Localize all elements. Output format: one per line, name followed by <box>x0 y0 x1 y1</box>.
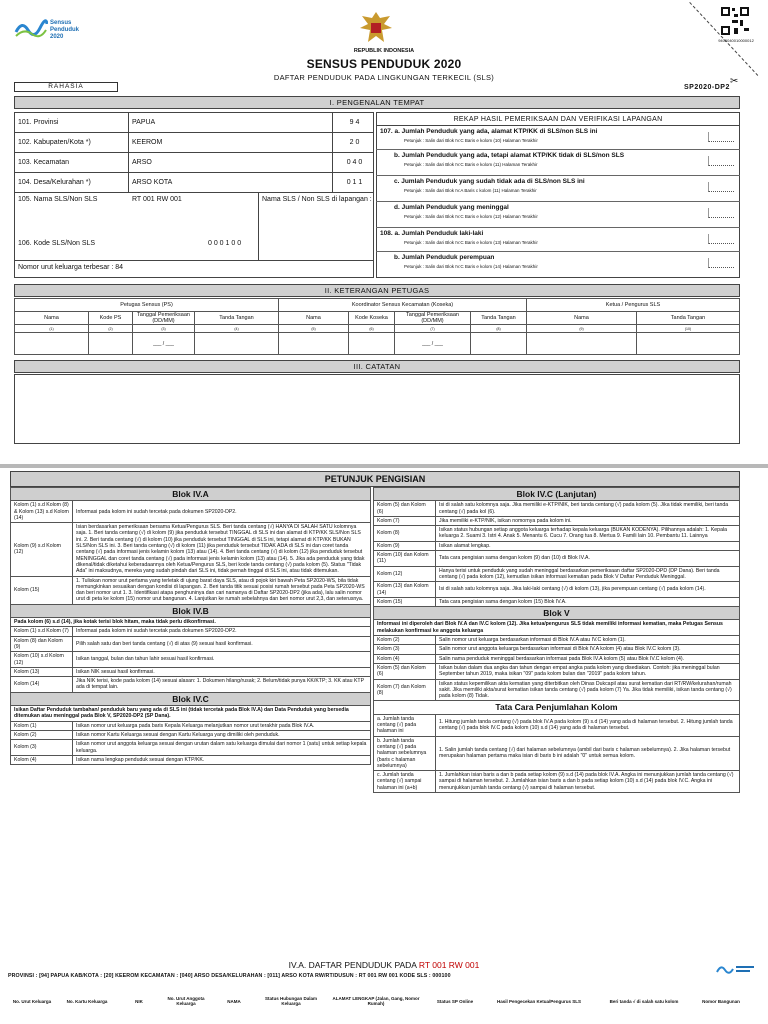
desa-code: 0 1 1 <box>346 179 363 186</box>
petunjuk-instruction: Salin nomor urut keluarga berdasarkan informasi di Blok IV.A atau IV.C kolom (1). <box>436 636 740 645</box>
petunjuk-kolom-label: Kolom (2) <box>374 636 436 645</box>
petunjuk-instruction: 1. Salin jumlah tanda centang (√) dari halaman sebelumnya (ambil dari baris c halaman sebelumnya). 2. Jika halaman tersebut merupakan halaman pertama maka isian di baris b ini adalah "0" untuk semua kolom. <box>436 736 740 770</box>
petunjuk-kolom-label: a. Jumlah tanda centang (√) pada halaman ini <box>374 714 436 736</box>
petunjuk-kolom-label: Kolom (3) <box>374 645 436 654</box>
petunjuk-row <box>11 501 371 523</box>
petunjuk-kolom-label: Kolom (15) <box>11 576 73 604</box>
provinsi-label: 101. Provinsi <box>15 113 129 132</box>
petunjuk-instruction: 1. Hitung jumlah tanda centang (√) pada blok IV.A pada kolom (9) s.d (14) yang ada di halaman tersebut. 2. Hitung jumlah tanda centang (√) pada blok IV.C pada kolom (10) s.d (14) yang ada di halaman tersebut. <box>436 714 740 736</box>
petunjuk-row <box>374 526 740 542</box>
col-nama-ps: Nama <box>15 312 89 325</box>
rekap-107c-input[interactable] <box>708 182 734 192</box>
petunjuk-kolom-label: Kolom (1) s.d Kolom (7) <box>11 627 73 636</box>
petunjuk-note-row: Informasi ini diperoleh dari Blok IV.A dan IV.C kolom (12). Jika ketua/pengurus SLS tidak memiliki informasi kematian, maka Petugas Sensus melakukan konfirmasi ke anggota keluarga <box>374 620 740 636</box>
input-nama-ps[interactable] <box>15 333 89 355</box>
petunjuk-instruction: Jika NIK terisi, kode pada kolom (14) sesuai alasan: 1. Dokumen hilang/rusak; 2. Belum/tidak punya KK/KTP; 3. KK atau KTP ada di tempat lain. <box>73 677 371 693</box>
row-desa <box>15 173 373 193</box>
petunjuk-instruction: 1. Jumlahkan isian baris a dan b pada setiap kolom (9) s.d (14) pada blok IV.A. Angka ini menunjukkan jumlah tanda centang (√) sampai di halaman tersebut. 2. Jumlahkan isian baris a dan b pada setiap kolom (10) s.d (14) pada blok IV.C. Angka ini menunjukkan jumlah tanda centang (√) sampai di halaman tersebut. <box>436 771 740 793</box>
petunjuk-instruction: Informasi pada kolom ini sudah tercetak pada dokumen SP2020-DP2. <box>73 501 371 523</box>
petunjuk-instruction: Isikan status kepemilikan akta kematian yang diterbitkan oleh Dinas Dukcapil atau surat kematian dari RT/RW/kelurahan/rumah sakit. Jika memiliki akta/surat kematian isikan tanda centang (√) pada kolom (7) Ya. Jika tidak memiliki, isikan tanda centang (√) pada kolom (8) Tidak. <box>436 679 740 701</box>
petunjuk-row <box>11 730 371 739</box>
petunjuk-row <box>374 714 740 736</box>
sensus-logo-mark <box>14 18 48 38</box>
petunjuk-instruction: Isi di salah satu kolomnya saja. Jika memiliki e-KTP/NIK, beri tanda centang (√) pada kolom (5). Jika tidak memiliki, beri tanda centang (√) pada kol (6). <box>436 501 740 517</box>
col-nama-ketua: Nama <box>527 312 637 325</box>
petunjuk-instruction: Isikan tanggal, bulan dan tahun lahir sesuai hasil konfirmasi. <box>73 652 371 668</box>
input-kode-ps[interactable] <box>89 333 133 355</box>
petunjuk-row <box>11 627 371 636</box>
petunjuk-instruction: Tata cara pengisian sama dengan kolom (15) Blok IV.A. <box>436 597 740 606</box>
petunjuk-kolom-label: Kolom (8) dan Kolom (9) <box>11 636 73 652</box>
petunjuk-kolom-label: Kolom (9) <box>374 541 436 550</box>
petunjuk-kolom-label: Kolom (2) <box>11 730 73 739</box>
petunjuk-instruction: Hanya terisi untuk penduduk yang sudah meninggal berdasarkan pemeriksaan daftar SP2020-DPD (DP Dana). Beri tanda centang (√) pada kolom (12), kemudian isikan informasi kematian pada Blok V Daftar Penduduk Meninggal. <box>436 566 740 582</box>
input-nama-koseka[interactable] <box>279 333 349 355</box>
col-ttd-ketua: Tanda Tangan <box>637 312 740 325</box>
pengenalan-tempat-table <box>14 112 374 278</box>
input-ttd-koseka[interactable] <box>471 333 527 355</box>
petunjuk-kolom-label: Kolom (7) <box>374 516 436 525</box>
petunjuk-block-header: Blok IV.C <box>11 692 371 705</box>
petunjuk-kolom-label: Kolom (4) <box>374 654 436 663</box>
desa-label: 104. Desa/Kelurahan *) <box>15 173 129 192</box>
petunjuk-row <box>11 652 371 668</box>
petunjuk-instruction: Isi di salah satu kolomnya saja. Jika laki-laki centang (√) di kolom (13), jika perempuan centang (√) pada kolom (14). <box>436 582 740 598</box>
petunjuk-kolom-label: Kolom (7) dan Kolom (8) <box>374 679 436 701</box>
form-page-2 <box>0 468 768 1024</box>
col-kode-ps: Kode PS <box>89 312 133 325</box>
rahasia-label: RAHASIA <box>14 82 118 92</box>
sls-name-field[interactable]: Nama SLS / Non SLS di lapangan : <box>262 196 372 203</box>
col-tanggal-koseka: Tanggal Pemeriksaan (DD/MM) <box>395 312 471 325</box>
col-nama-koseka: Nama <box>279 312 349 325</box>
petunjuk-block-header: Blok IV.B <box>11 604 371 617</box>
petunjuk-instruction: Isikan nama lengkap penduduk sesuai dengan KTP/KK. <box>73 755 371 764</box>
petunjuk-row <box>11 740 371 756</box>
sls-value: RT 001 RW 001 <box>129 193 259 260</box>
petunjuk-kolom-label: Kolom (1) s.d Kolom (8) & Kolom (13) s.d Kolom (14) <box>11 501 73 523</box>
petunjuk-row <box>374 501 740 517</box>
keterangan-petugas-table: Petugas Sensus (PS) Koordinator Sensus Kecamatan (Koseka) Ketua / Pengurus SLS Nama Kode PS Tanggal Pemeriksaan (DD/MM) Tanda Tangan Nama Kode Koseka Tanggal Pemeriksaan (DD/MM) Tanda Tangan Nama Tanda Tangan (1) (2) (3) (4) (5) (6) (7) (8) (9) (10) ___ / ___ ___ / ___ <box>14 298 740 355</box>
rekap-item-107d: d. Jumlah Penduduk yang meninggal Petunjuk : Salin dari Blok IV.C Baris e kolom (12) Halaman Terakhir <box>376 202 740 228</box>
rekap-108b-input[interactable] <box>708 258 734 268</box>
petunjuk-instruction: Isikan nomor urut anggota keluarga sesuai dengan urutan dalam satu keluarga dimulai dari nomor 1 (satu) untuk setiap kepala keluarga. <box>73 740 371 756</box>
rekap-item-108a: 108. a. Jumlah Penduduk laki-laki Petunjuk : Salin dari Blok IV.C Baris e kolom (13) Halaman Terakhir <box>376 228 740 252</box>
petunjuk-block-header: Blok IV.A <box>11 488 371 501</box>
col-ttd-koseka: Tanda Tangan <box>471 312 527 325</box>
rekap-107d-input[interactable] <box>708 208 734 218</box>
form-page-1 <box>0 0 768 464</box>
logo-line3: 2020 <box>50 34 64 40</box>
petunjuk-row <box>374 663 740 679</box>
group-koseka: Koordinator Sensus Kecamatan (Koseka) <box>279 299 527 312</box>
petunjuk-row <box>374 654 740 663</box>
petunjuk-row <box>374 541 740 550</box>
republik-label: REPUBLIK INDONESIA <box>353 48 415 54</box>
petunjuk-kolom-label: c. Jumlah tanda centang (√) sampai halaman ini (a+b) <box>374 771 436 793</box>
col-kode-koseka: Kode Koseka <box>349 312 395 325</box>
petunjuk-row <box>374 645 740 654</box>
rekap-107b-input[interactable] <box>708 156 734 166</box>
rekap-title: REKAP HASIL PEMERIKSAAN DAN VERIFIKASI LAPANGAN <box>377 113 739 126</box>
petunjuk-kolom-label: Kolom (13) <box>11 667 73 676</box>
petunjuk-note-row: Isikan Daftar Penduduk tambahan/ penduduk baru yang ada di SLS ini (tidak tercetak pada Blok IV.A) dan Data Penduduk yang bersedia ditemukan atau meninggal pada Blok V, SP2020-DP2 (SP Dana). <box>11 706 371 722</box>
group-ketua-sls: Ketua / Pengurus SLS <box>527 299 740 312</box>
petunjuk-instruction: Isikan alamat lengkap. <box>436 541 740 550</box>
col-ttd-ps: Tanda Tangan <box>195 312 279 325</box>
petunjuk-row <box>374 582 740 598</box>
petunjuk-instruction: Salin nomor urut anggota keluarga berdasarkan informasi di Blok IV.A kolom (4) atau Blok IV.C kolom (3). <box>436 645 740 654</box>
petunjuk-instruction: 1. Tuliskan nomor urut pertama yang terletak di ujung barat daya SLS, atau di pojok kiri bawah Peta SP2020-WS, bila tidak memungkinkan sesuaikan dengan kondisi di lapangan. 2. Beri tanda titik sesuai posisi rumah tersebut pada Peta SP2020-WS dan beri nomor urut 1. 3. Identifikasi atapa penghuninya dan cari namanya di Daftar SP2020-DP2 (jika ada), lalu salin nomor urut di peta ke kolom (15) nomor urut bangunan. 4. Lanjutkan ke rumah sebelahnya dan beri nomor urut 2,3, dan seterusnya. <box>73 576 371 604</box>
row-provinsi <box>15 113 373 133</box>
petunjuk-row <box>374 771 740 793</box>
input-ttd-ps[interactable] <box>195 333 279 355</box>
petunjuk-row <box>374 636 740 645</box>
petunjuk-instruction: Isikan nomor Kartu Keluarga sesuai dengan Kartu Keluarga yang dimiliki oleh penduduk. <box>73 730 371 739</box>
petunjuk-kolom-label: Kolom (4) <box>11 755 73 764</box>
input-tanggal-koseka[interactable]: ___ / ___ <box>395 333 471 355</box>
sensus-logo-small-icon <box>716 962 756 976</box>
kabupaten-label: 102. Kabupaten/Kota *) <box>15 133 129 152</box>
row-sls <box>15 193 373 261</box>
rekap-108a-input[interactable] <box>708 234 734 244</box>
petunjuk-kolom-label: Kolom (8) <box>374 526 436 542</box>
petunjuk-kolom-label: Kolom (9) s.d Kolom (12) <box>11 523 73 576</box>
daftar-penduduk-title: IV.A. DAFTAR PENDUDUK PADA RT 001 RW 001 <box>288 960 480 970</box>
daftar-header-table: No. Urut Keluarga No. Kartu Keluarga NIK No. Urut Anggota Keluarga NAMA Status Hubungan Dalam Keluarga ALAMAT LENGKAP (Jalan, Gang, Nomor Rumah) Status SP Online Hasil Pengecekan Ketua/Pengurus SLS Beri tanda √ di salah satu kolom Nomor Bangunan <box>12 996 740 1006</box>
petunjuk-instruction: Isikan nomor urut keluarga pada baris Kepala Keluarga melanjutkan nomor urut terakhir pada Blok IV.A. <box>73 721 371 730</box>
petunjuk-instruction: Tata cara pengisian sama dengan kolom (9) dan (10) di Blok IV.A. <box>436 551 740 567</box>
kecamatan-value: ARSO <box>129 153 333 172</box>
petunjuk-instruction: Salin nama penduduk meninggal berdasarkan informasi pada Blok IV.A kolom (5) atau Blok IV.C kolom (4). <box>436 654 740 663</box>
petunjuk-kolom-label: Kolom (5) dan Kolom (6) <box>374 663 436 679</box>
petunjuk-kolom-label: Kolom (3) <box>11 740 73 756</box>
petunjuk-block-header: Blok IV.C (Lanjutan) <box>374 488 740 501</box>
petunjuk-row <box>11 636 371 652</box>
petunjuk-row <box>11 523 371 576</box>
petunjuk-row <box>11 667 371 676</box>
petunjuk-row <box>374 679 740 701</box>
rekap-item-108b: b. Jumlah Penduduk perempuan Petunjuk : Salin dari Blok IV.C Baris e kolom (14) Halaman Terakhir <box>376 252 740 278</box>
barcode-number: 9400040010000012 <box>718 38 754 43</box>
petunjuk-row <box>11 576 371 604</box>
section-1-title: I. PENGENALAN TEMPAT <box>14 96 740 109</box>
petunjuk-instruction: Isikan bulan dalam dua angka dan tahun dengan empat angka pada kolom yang disediakan. Contoh: jika meninggal bulan September tahun 2019, maka isikan "09" pada kolom bulan dan "2019" pada kolom tahun. <box>436 663 740 679</box>
petunjuk-kolom-label: Kolom (12) <box>374 566 436 582</box>
sls-label: 105. Nama SLS/Non SLS <box>18 196 98 203</box>
rekap-item-107a: 107. a. Jumlah Penduduk yang ada, alamat KTP/KK di SLS/non SLS ini Petunjuk : Salin dari Blok IV.C Baris e kolom (10) Halaman Terakhir <box>376 126 740 150</box>
form-code: SP2020-DP2 <box>684 84 730 91</box>
petunjuk-instruction: Informasi pada kolom ini sudah tercetak pada dokumen SP2020-DP2. <box>73 627 371 636</box>
petunjuk-kolom-label: Kolom (1) <box>11 721 73 730</box>
petunjuk-kolom-label: b. Jumlah tanda centang (√) pada halaman sebelumnya (baris c halaman sebelumnya) <box>374 736 436 770</box>
petunjuk-title: PETUNJUK PENGISIAN <box>10 471 740 487</box>
petunjuk-instruction: Isian berdasarkan pemeriksaan bersama Ketua/Pengurus SLS. Beri tanda centang (√) HANYA DI SALAH SATU kolomnya saja. 1. Beri tanda centang (√) di kolom (9) jika penduduk tersebut TINGGAL di SLS ini dan alamat di KTP/KK SLS/Non SLS ini. 2. Beri tanda centang (√) di kolom (10) jika penduduk tersebut TINGGAL di SLS ini, tetapi alamat di KTP/KK BUKAN SLS/Non SLS ini. 3. Beri tanda centang (√) di kolom (11) jika penduduk tersebut TIDAK ADA di SLS ini dan coret tanda centang (√) pada informasi jenis kelamin kolom (13) atau (14). 4. Beri tanda centang (√) di kolom (12) jika penduduk tersebut MENINGGAL dan coret tanda centang (√) pada informasi jenis kelamin kolom (13) atau (14). 5. Jika ada penduduk yang tidak dikenal/tidak diketahui keberadaannya oleh Ketua/Pengurus SLS, beri kode tanda centang (√) pada kolom (5). Status "Tidak Ada" ini maksudnya, mereka yang sudah pindah dari SLS ini, tidak pernah tinggal di SLS ini, atau tidak ditemukan. <box>73 523 371 576</box>
petunjuk-row <box>374 566 740 582</box>
petunjuk-row <box>374 597 740 606</box>
petunjuk-row <box>374 551 740 567</box>
petunjuk-instruction: Isikan NIK sesuai hasil konfirmasi. <box>73 667 371 676</box>
petunjuk-row <box>11 677 371 693</box>
daftar-location-line: PROVINSI : [94] PAPUA KAB/KOTA : [20] KEEROM KECAMATAN : [040] ARSO DESA/KELURAHAN : [011] ARSO KOTA RW/RT/DUSUN : RT 001 RW 001 KODE SLS : 000100 <box>8 973 451 979</box>
petunjuk-row <box>374 736 740 770</box>
input-nama-ketua[interactable] <box>527 333 637 355</box>
desa-value: ARSO KOTA <box>129 173 333 192</box>
petunjuk-kolom-label: Kolom (14) <box>11 677 73 693</box>
input-tanggal-ps[interactable]: ___ / ___ <box>133 333 195 355</box>
petunjuk-right-table <box>373 487 740 793</box>
daftar-rt-rw: RT 001 RW 001 <box>418 960 480 970</box>
kabupaten-code: 2 0 <box>349 139 360 146</box>
input-ttd-ketua[interactable] <box>637 333 740 355</box>
petunjuk-block-header: Tata Cara Penjumlahan Kolom <box>374 701 740 714</box>
petunjuk-row <box>11 755 371 764</box>
form-subtitle: DAFTAR PENDUDUK PADA LINGKUNGAN TERKECIL (SLS) <box>273 73 495 82</box>
petunjuk-left-table <box>10 487 371 765</box>
section-2-title: II. KETERANGAN PETUGAS <box>14 284 740 297</box>
scissors-icon: ✂ <box>730 76 739 87</box>
petunjuk-instruction: Pilih salah satu dan beri tanda centang (√) di atas (9) sesuai hasil konfirmasi. <box>73 636 371 652</box>
logo-line1: Sensus <box>50 20 72 26</box>
sensus-logo <box>14 12 94 46</box>
petunjuk-kolom-label: Kolom (5) dan Kolom (6) <box>374 501 436 517</box>
petunjuk-kolom-label: Kolom (10) dan Kolom (11) <box>374 551 436 567</box>
catatan-field[interactable] <box>14 374 740 444</box>
provinsi-code: 9 4 <box>349 119 360 126</box>
petunjuk-kolom-label: Kolom (10) s.d Kolom (12) <box>11 652 73 668</box>
petunjuk-instruction: Jika memiliki e-KTP/NIK, isikan nomornya pada kolom ini. <box>436 516 740 525</box>
rekap-item-107c: c. Jumlah Penduduk yang sudah tidak ada di SLS/non SLS ini Petunjuk : Salin dari Blok IV.A Baris c kolom (11) Halaman Terakhir <box>376 176 740 202</box>
logo-line2: Penduduk <box>50 27 80 33</box>
kode-sls-label: 106. Kode SLS/Non SLS <box>18 240 96 247</box>
petunjuk-kolom-label: Kolom (15) <box>374 597 436 606</box>
petunjuk-kolom-label: Kolom (13) dan Kolom (14) <box>374 582 436 598</box>
section-3-title: III. CATATAN <box>14 360 740 373</box>
petunjuk-note-row: Pada kolom (6) s.d (14), jika kotak terisi blok hitam, maka tidak perlu dikonfirmasi. <box>11 618 371 627</box>
garuda-emblem-icon <box>356 8 396 48</box>
row-kecamatan <box>15 153 373 173</box>
nomor-urut-keluarga: Nomor urut keluarga terbesar : 84 <box>18 264 124 271</box>
form-title: SENSUS PENDUDUK 2020 <box>306 57 462 71</box>
petunjuk-block-header: Blok V <box>374 607 740 620</box>
qr-code-icon <box>720 6 750 36</box>
petunjuk-row <box>374 516 740 525</box>
petunjuk-instruction: Isikan status hubungan setiap anggota keluarga terhadap kepala keluarga (BUKAN KODENYA). Pilihannya adalah: 1. Kepala keluarga 2. Suami 3. Istri 4. Anak 5. Menantu 6. Cucu 7. Orang tua 8. Mertua 9. Famili lain 10. Pembantu 11. Lainnya <box>436 526 740 542</box>
provinsi-value: PAPUA <box>129 113 333 132</box>
kode-sls-value: 0 0 0 1 0 0 <box>208 240 242 247</box>
col-tanggal-ps: Tanggal Pemeriksaan (DD/MM) <box>133 312 195 325</box>
kabupaten-value: KEEROM <box>129 133 333 152</box>
kecamatan-label: 103. Kecamatan <box>15 153 129 172</box>
input-kode-koseka[interactable] <box>349 333 395 355</box>
petunjuk-row <box>11 721 371 730</box>
rekap-107a-input[interactable] <box>708 132 734 142</box>
group-petugas: Petugas Sensus (PS) <box>15 299 279 312</box>
rekap-item-107b: b. Jumlah Penduduk yang ada, tetapi alamat KTP/KK tidak di SLS/non SLS Petunjuk : Salin dari Blok IV.C Baris e kolom (11) Halaman Terakhir <box>376 150 740 176</box>
row-kabupaten <box>15 133 373 153</box>
kecamatan-code: 0 4 0 <box>346 159 363 166</box>
